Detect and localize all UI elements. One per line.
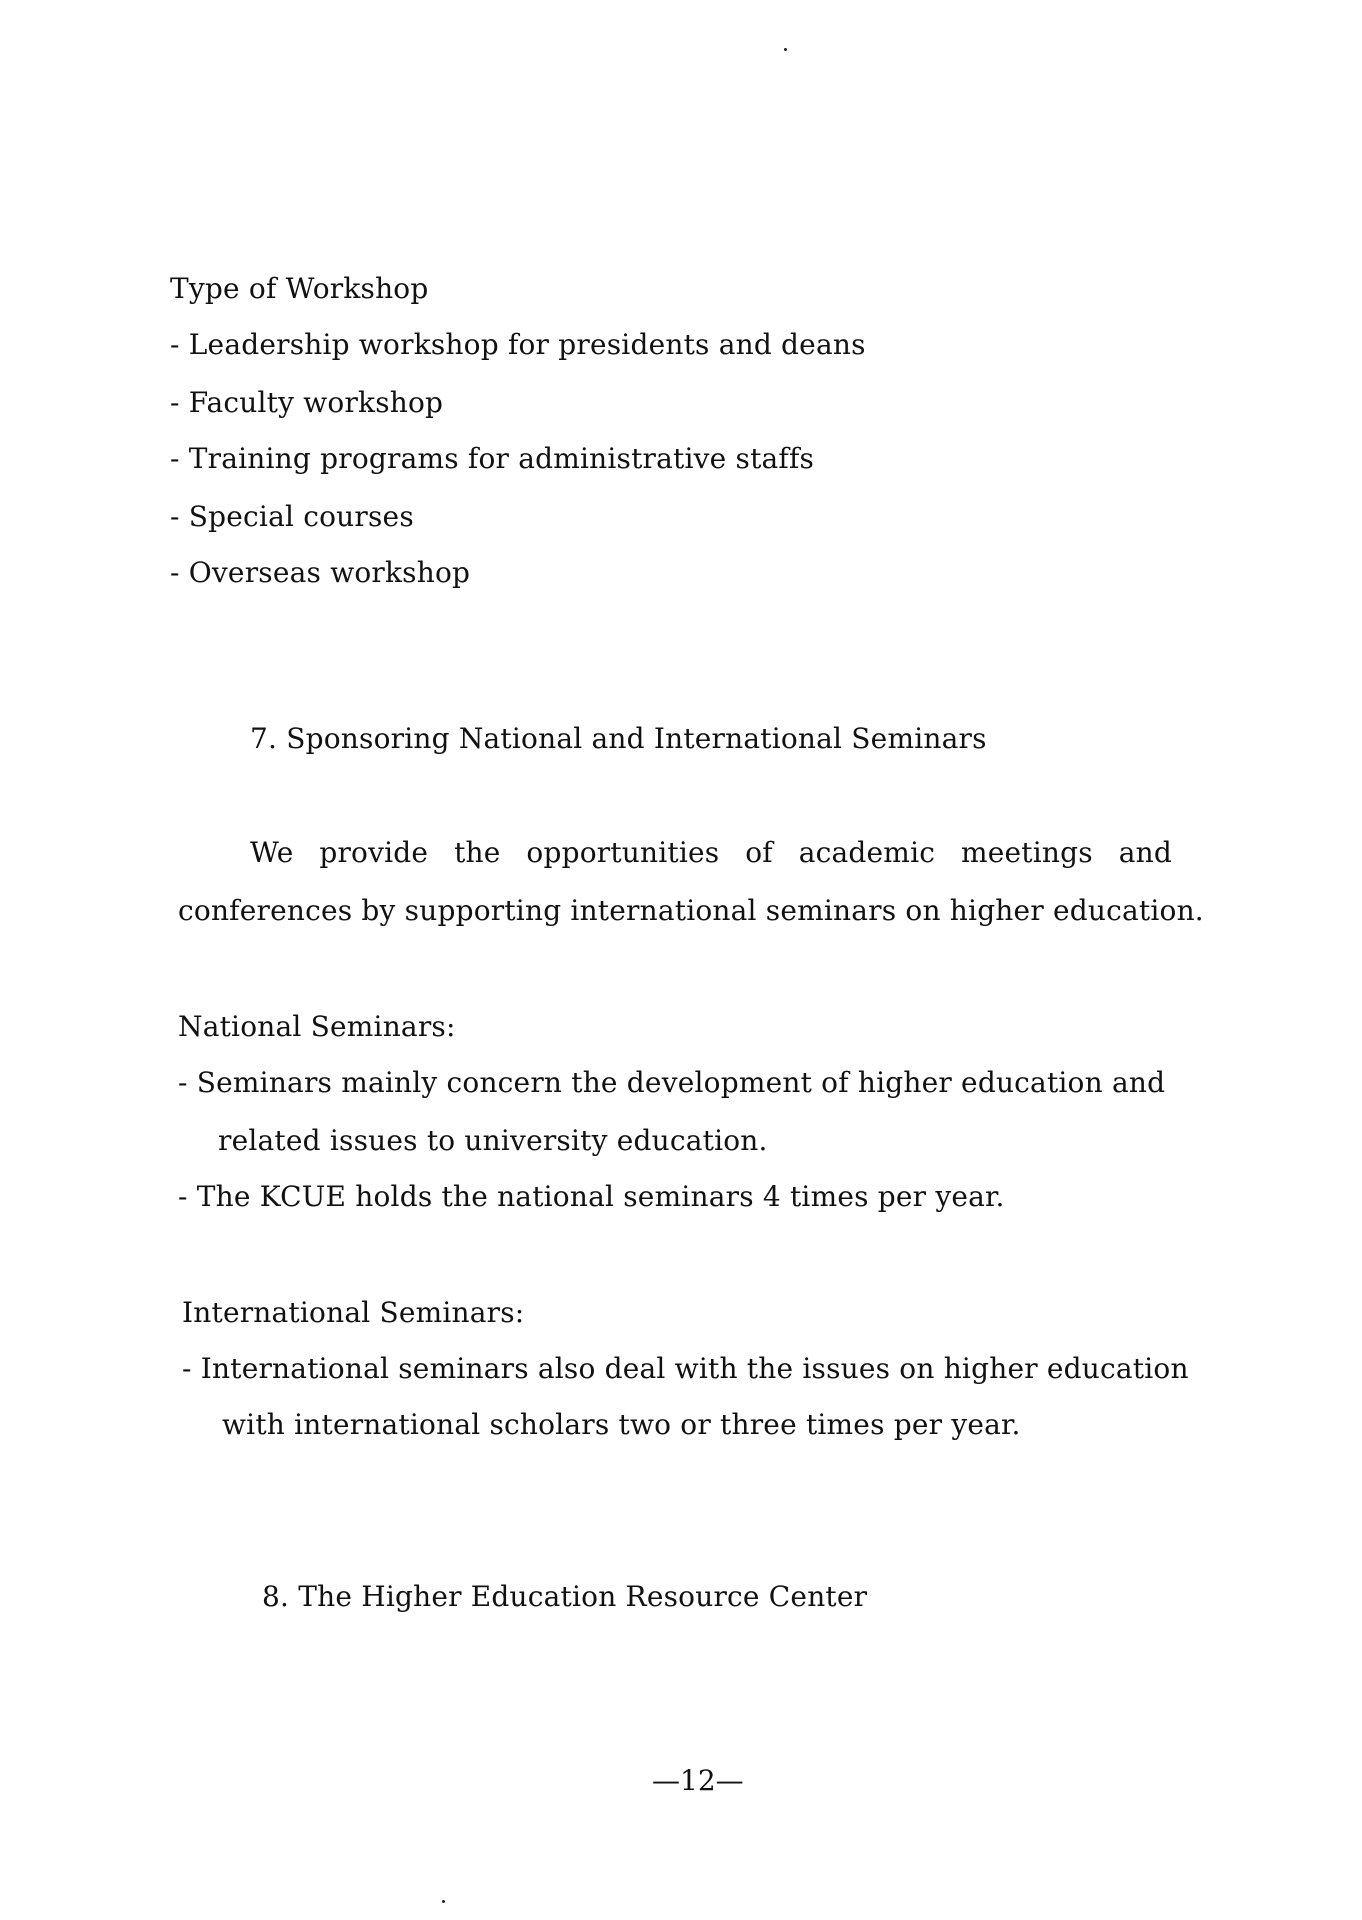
workshop-item-training: - Training programs for administrative staffs xyxy=(170,442,815,475)
section-7-title: 7. Sponsoring National and International Seminars xyxy=(250,722,987,755)
workshop-item-overseas: - Overseas workshop xyxy=(170,556,471,589)
intro-word: provide xyxy=(319,836,429,869)
national-bullet-2: - The KCUE holds the national seminars 4 times per year. xyxy=(178,1180,1005,1213)
international-seminars-heading: International Seminars: xyxy=(182,1296,525,1329)
intro-word: and xyxy=(1118,836,1172,869)
workshop-heading: Type of Workshop xyxy=(170,272,429,305)
intro-word: We xyxy=(250,836,294,869)
intro-word: meetings xyxy=(960,836,1093,869)
intro-word: opportunities xyxy=(526,836,720,869)
workshop-item-special: - Special courses xyxy=(170,500,414,533)
international-bullet-1-line-2: with international scholars two or three times per year. xyxy=(222,1408,1021,1441)
scan-speck xyxy=(442,1900,445,1903)
intro-word: of xyxy=(745,836,773,869)
national-bullet-1-line-2: related issues to university education. xyxy=(218,1124,768,1157)
national-bullet-1-line-1: - Seminars mainly concern the development of higher education and xyxy=(178,1066,1166,1099)
national-seminars-heading: National Seminars: xyxy=(178,1010,456,1043)
intro-word: academic xyxy=(798,836,936,869)
workshop-item-faculty: - Faculty workshop xyxy=(170,386,444,419)
workshop-item-leadership: - Leadership workshop for presidents and deans xyxy=(170,328,866,361)
section-7-intro-line-1 xyxy=(250,836,1172,870)
scan-speck xyxy=(784,48,787,51)
international-bullet-1-line-1: - International seminars also deal with the issues on higher education xyxy=(182,1352,1189,1385)
intro-word: the xyxy=(454,836,501,869)
section-7-intro-line-2: conferences by supporting international seminars on higher education. xyxy=(178,894,1204,927)
page-number: —12— xyxy=(652,1764,744,1797)
section-8-title: 8. The Higher Education Resource Center xyxy=(262,1580,868,1613)
